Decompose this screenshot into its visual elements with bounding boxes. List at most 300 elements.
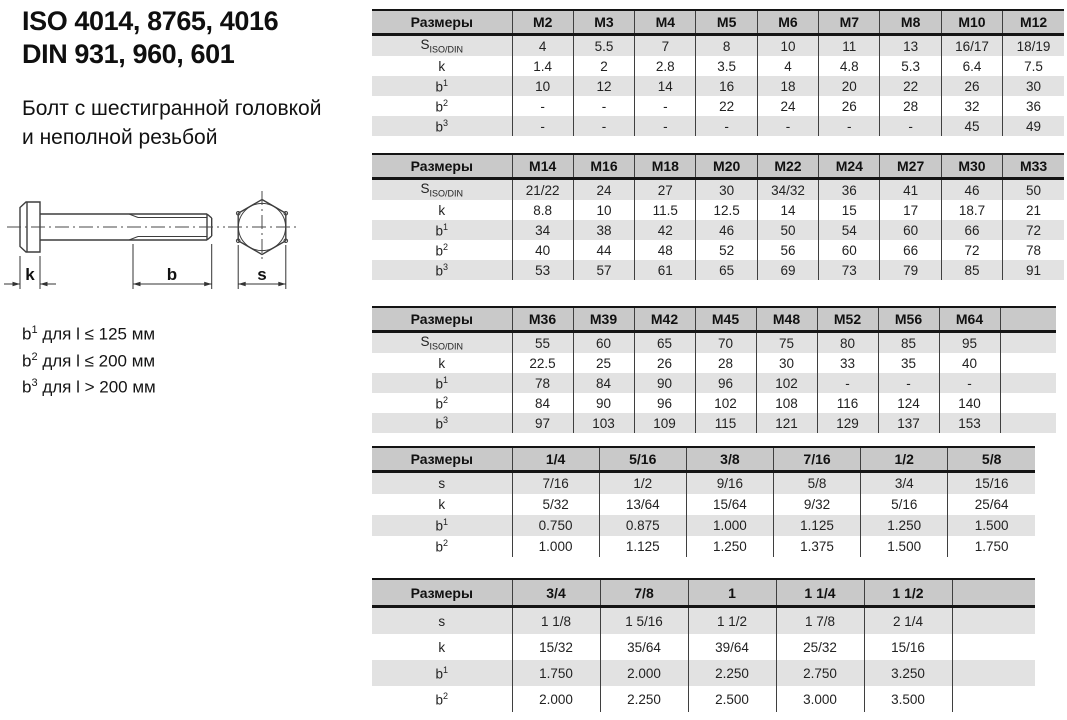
size-header: M45 — [695, 307, 756, 332]
size-header: M7 — [819, 10, 880, 35]
value-cell: 78 — [1003, 240, 1064, 260]
row-label: $S_{ISO/DIN}$ — [420, 334, 464, 352]
row-label: s — [438, 613, 446, 629]
sizes-column-header: Размеры — [372, 447, 512, 472]
value-cell: 5/16 — [861, 494, 948, 515]
value-cell: 116 — [817, 393, 878, 413]
size-header: M33 — [1003, 154, 1064, 179]
value-cell: - — [757, 116, 818, 136]
value-cell: 44 — [573, 240, 634, 260]
value-cell: 79 — [880, 260, 941, 280]
value-cell: - — [696, 116, 757, 136]
value-cell: 25/32 — [776, 634, 864, 660]
table-header-row — [372, 447, 1035, 472]
value-cell: 46 — [696, 220, 757, 240]
row-label: $b^2$ — [435, 394, 449, 412]
value-cell: 10 — [512, 76, 573, 96]
value-cell: 57 — [573, 260, 634, 280]
table-row — [372, 494, 1035, 515]
dimension-b — [133, 244, 212, 289]
value-cell: 3.250 — [864, 660, 952, 686]
value-cell: 35/64 — [600, 634, 688, 660]
value-cell: 4.8 — [819, 56, 880, 76]
value-cell: 3.500 — [864, 686, 952, 712]
value-cell: 90 — [634, 373, 695, 393]
value-cell: 2.250 — [688, 660, 776, 686]
value-cell: 26 — [941, 76, 1002, 96]
value-cell: 4 — [757, 56, 818, 76]
value-cell: 34 — [512, 220, 573, 240]
value-cell: 5/8 — [773, 472, 860, 495]
value-cell: 42 — [635, 220, 696, 240]
value-cell: 22 — [880, 76, 941, 96]
value-cell: 0.750 — [512, 515, 599, 536]
value-cell: 49 — [1003, 116, 1064, 136]
subtitle — [22, 94, 321, 152]
value-cell: 5/32 — [512, 494, 599, 515]
row-label: $b^1$ — [435, 517, 449, 534]
table-row — [372, 35, 1064, 57]
value-cell: 15 — [819, 200, 880, 220]
value-cell: 2.8 — [635, 56, 696, 76]
value-cell: 0.875 — [599, 515, 686, 536]
value-cell: 38 — [573, 220, 634, 240]
value-cell: - — [512, 96, 573, 116]
value-cell: 91 — [1003, 260, 1064, 280]
value-cell: 72 — [1003, 220, 1064, 240]
value-cell: 25/64 — [948, 494, 1035, 515]
value-cell: 84 — [512, 393, 573, 413]
subtitle-line-2: и неполной резьбой — [22, 126, 218, 149]
value-cell: 153 — [939, 413, 1000, 433]
value-cell: 30 — [696, 179, 757, 201]
size-header: 7/8 — [600, 579, 688, 607]
value-cell: 2.250 — [600, 686, 688, 712]
value-cell: 22.5 — [512, 353, 573, 373]
size-header: M10 — [941, 10, 1002, 35]
dimension-b-label: b — [166, 265, 178, 284]
value-cell: 24 — [573, 179, 634, 201]
value-cell: 109 — [634, 413, 695, 433]
title-iso: ISO 4014, 8765, 4016 — [22, 6, 279, 36]
table-row — [372, 332, 1056, 354]
value-cell: 18 — [757, 76, 818, 96]
size-header: M18 — [635, 154, 696, 179]
table-row — [372, 200, 1064, 220]
dimension-table-2 — [372, 153, 1064, 280]
value-cell: 39/64 — [688, 634, 776, 660]
value-cell: 1.375 — [773, 536, 860, 557]
table-header-row — [372, 10, 1064, 35]
value-cell: - — [878, 373, 939, 393]
value-cell: 124 — [878, 393, 939, 413]
row-label: $b^2$ — [435, 538, 449, 555]
dimension-k — [4, 256, 56, 289]
value-cell: 11.5 — [635, 200, 696, 220]
value-cell — [952, 686, 1035, 712]
row-label: k — [438, 202, 446, 218]
value-cell: 1.250 — [686, 536, 773, 557]
value-cell: 13/64 — [599, 494, 686, 515]
size-header: M12 — [1003, 10, 1064, 35]
value-cell: 25 — [573, 353, 634, 373]
value-cell — [1000, 332, 1056, 354]
value-cell: 140 — [939, 393, 1000, 413]
value-cell — [1000, 373, 1056, 393]
value-cell: 50 — [757, 220, 818, 240]
row-label: $b^3$ — [435, 117, 449, 135]
size-header: M16 — [573, 154, 634, 179]
value-cell: 66 — [880, 240, 941, 260]
value-cell: 2 1/4 — [864, 607, 952, 635]
value-cell — [952, 634, 1035, 660]
value-cell: 73 — [819, 260, 880, 280]
size-header: M42 — [634, 307, 695, 332]
value-cell — [1000, 393, 1056, 413]
value-cell: 21/22 — [512, 179, 573, 201]
size-header: 7/16 — [773, 447, 860, 472]
table-row — [372, 240, 1064, 260]
value-cell: - — [880, 116, 941, 136]
value-cell: 137 — [878, 413, 939, 433]
value-cell: 1.750 — [512, 660, 600, 686]
size-header — [952, 579, 1035, 607]
value-cell: 30 — [1003, 76, 1064, 96]
value-cell: 26 — [819, 96, 880, 116]
value-cell: 2.000 — [512, 686, 600, 712]
value-cell: 1.750 — [948, 536, 1035, 557]
value-cell: 1.500 — [861, 536, 948, 557]
size-header: 1 1/4 — [776, 579, 864, 607]
sizes-column-header: Размеры — [372, 10, 512, 35]
value-cell: 1 7/8 — [776, 607, 864, 635]
dimension-table-4 — [372, 446, 1035, 557]
value-cell: 18/19 — [1003, 35, 1064, 57]
footnote-2: $b^2$ для l ≤ 200 мм — [22, 350, 156, 371]
value-cell: 15/32 — [512, 634, 600, 660]
value-cell: 1 5/16 — [600, 607, 688, 635]
value-cell: 1.500 — [948, 515, 1035, 536]
value-cell: 10 — [757, 35, 818, 57]
value-cell: 129 — [817, 413, 878, 433]
row-label: $S_{ISO/DIN}$ — [420, 181, 464, 199]
value-cell: 41 — [880, 179, 941, 201]
value-cell: 36 — [819, 179, 880, 201]
row-label: $b^2$ — [435, 97, 449, 115]
value-cell: 1/2 — [599, 472, 686, 495]
size-header: M5 — [696, 10, 757, 35]
value-cell: 24 — [757, 96, 818, 116]
title-din: DIN 931, 960, 601 — [22, 39, 235, 69]
size-header: M3 — [573, 10, 634, 35]
table-row — [372, 116, 1064, 136]
table-row — [372, 472, 1035, 495]
value-cell: 54 — [819, 220, 880, 240]
size-header: M56 — [878, 307, 939, 332]
bolt-drawing — [0, 185, 360, 315]
table-row — [372, 634, 1035, 660]
value-cell: 108 — [756, 393, 817, 413]
size-header: 3/8 — [686, 447, 773, 472]
value-cell: 40 — [512, 240, 573, 260]
row-label: $b^2$ — [435, 690, 449, 708]
value-cell — [1000, 353, 1056, 373]
value-cell: 33 — [817, 353, 878, 373]
size-header: 5/8 — [948, 447, 1035, 472]
size-header: 1 1/2 — [864, 579, 952, 607]
value-cell: 121 — [756, 413, 817, 433]
value-cell: 70 — [695, 332, 756, 354]
table-row — [372, 76, 1064, 96]
value-cell: 60 — [819, 240, 880, 260]
value-cell: 96 — [695, 373, 756, 393]
value-cell: 1.000 — [512, 536, 599, 557]
value-cell: 95 — [939, 332, 1000, 354]
row-label: $b^2$ — [435, 241, 449, 259]
value-cell: 7 — [635, 35, 696, 57]
value-cell: 103 — [573, 413, 634, 433]
table-row — [372, 607, 1035, 635]
value-cell: 2.500 — [688, 686, 776, 712]
size-header: 1/4 — [512, 447, 599, 472]
value-cell: 32 — [941, 96, 1002, 116]
size-header: M2 — [512, 10, 573, 35]
value-cell: 1.125 — [773, 515, 860, 536]
value-cell: 53 — [512, 260, 573, 280]
value-cell: 15/16 — [864, 634, 952, 660]
value-cell: 30 — [756, 353, 817, 373]
value-cell: 85 — [878, 332, 939, 354]
value-cell: 8.8 — [512, 200, 573, 220]
value-cell: 97 — [512, 413, 573, 433]
value-cell: 28 — [880, 96, 941, 116]
table-row — [372, 56, 1064, 76]
row-label: k — [438, 58, 446, 74]
footnotes — [22, 319, 156, 399]
value-cell: 60 — [880, 220, 941, 240]
row-label: $b^1$ — [435, 221, 449, 239]
value-cell: 28 — [695, 353, 756, 373]
table-row — [372, 413, 1056, 433]
value-cell: 1.000 — [686, 515, 773, 536]
value-cell: - — [819, 116, 880, 136]
table-row — [372, 373, 1056, 393]
size-header — [1000, 307, 1056, 332]
value-cell: 7/16 — [512, 472, 599, 495]
table-header-row — [372, 307, 1056, 332]
sizes-column-header: Размеры — [372, 307, 512, 332]
row-label: k — [438, 639, 446, 655]
value-cell: 6.4 — [941, 56, 1002, 76]
value-cell: 1.125 — [599, 536, 686, 557]
value-cell: 3/4 — [861, 472, 948, 495]
sizes-column-header: Размеры — [372, 579, 512, 607]
dimension-s-label: s — [257, 265, 267, 284]
value-cell: - — [635, 116, 696, 136]
value-cell: - — [573, 116, 634, 136]
value-cell: 61 — [635, 260, 696, 280]
dimension-tables — [372, 0, 1067, 720]
value-cell: 12.5 — [696, 200, 757, 220]
value-cell: 65 — [696, 260, 757, 280]
size-header: M52 — [817, 307, 878, 332]
value-cell: 26 — [634, 353, 695, 373]
value-cell: 1.4 — [512, 56, 573, 76]
value-cell: 60 — [573, 332, 634, 354]
value-cell: 3.000 — [776, 686, 864, 712]
value-cell: 40 — [939, 353, 1000, 373]
value-cell: 45 — [941, 116, 1002, 136]
value-cell: 9/16 — [686, 472, 773, 495]
size-header: M48 — [756, 307, 817, 332]
value-cell: 36 — [1003, 96, 1064, 116]
value-cell: 8 — [696, 35, 757, 57]
value-cell: 21 — [1003, 200, 1064, 220]
value-cell: 22 — [696, 96, 757, 116]
value-cell: 7.5 — [1003, 56, 1064, 76]
table-row — [372, 686, 1035, 712]
value-cell: 75 — [756, 332, 817, 354]
value-cell: 78 — [512, 373, 573, 393]
value-cell: 5.3 — [880, 56, 941, 76]
size-header: M27 — [880, 154, 941, 179]
size-header: M8 — [880, 10, 941, 35]
row-label: $b^3$ — [435, 261, 449, 279]
size-header: M36 — [512, 307, 573, 332]
value-cell: 96 — [634, 393, 695, 413]
size-header: M24 — [819, 154, 880, 179]
value-cell: 3.5 — [696, 56, 757, 76]
value-cell: 1.250 — [861, 515, 948, 536]
value-cell: 69 — [757, 260, 818, 280]
value-cell: 16 — [696, 76, 757, 96]
table-row — [372, 220, 1064, 240]
size-header: 3/4 — [512, 579, 600, 607]
value-cell: 56 — [757, 240, 818, 260]
value-cell: 9/32 — [773, 494, 860, 515]
row-label: $b^1$ — [435, 374, 449, 392]
value-cell: 66 — [941, 220, 1002, 240]
value-cell: 27 — [635, 179, 696, 201]
value-cell: 4 — [512, 35, 573, 57]
value-cell: 90 — [573, 393, 634, 413]
value-cell: 55 — [512, 332, 573, 354]
value-cell: - — [817, 373, 878, 393]
value-cell: 15/64 — [686, 494, 773, 515]
title-block — [22, 5, 278, 71]
value-cell: 65 — [634, 332, 695, 354]
size-header: 1/2 — [861, 447, 948, 472]
table-header-row — [372, 579, 1035, 607]
row-label: k — [438, 497, 446, 512]
value-cell: 102 — [756, 373, 817, 393]
size-header: M20 — [696, 154, 757, 179]
row-label: k — [438, 355, 446, 371]
size-header: M4 — [635, 10, 696, 35]
value-cell: - — [573, 96, 634, 116]
value-cell: 2 — [573, 56, 634, 76]
value-cell: 16/17 — [941, 35, 1002, 57]
row-label: $S_{ISO/DIN}$ — [420, 37, 464, 55]
value-cell: 20 — [819, 76, 880, 96]
dimension-table-5 — [372, 578, 1035, 712]
table-row — [372, 353, 1056, 373]
value-cell: 46 — [941, 179, 1002, 201]
value-cell — [952, 660, 1035, 686]
size-header: 1 — [688, 579, 776, 607]
value-cell: 12 — [573, 76, 634, 96]
value-cell: 115 — [695, 413, 756, 433]
table-row — [372, 260, 1064, 280]
value-cell: 102 — [695, 393, 756, 413]
value-cell: 2.750 — [776, 660, 864, 686]
table-row — [372, 660, 1035, 686]
value-cell: - — [939, 373, 1000, 393]
row-label: $b^1$ — [435, 77, 449, 95]
value-cell: 11 — [819, 35, 880, 57]
value-cell: 72 — [941, 240, 1002, 260]
dimension-k-label: k — [25, 265, 35, 284]
bolt-side-view — [4, 202, 225, 289]
dimension-table-3 — [372, 306, 1056, 433]
dimension-table-1 — [372, 9, 1064, 136]
value-cell: 17 — [880, 200, 941, 220]
footnote-3: $b^3$ для l > 200 мм — [22, 377, 156, 397]
value-cell: 48 — [635, 240, 696, 260]
value-cell: - — [512, 116, 573, 136]
value-cell: 34/32 — [757, 179, 818, 201]
subtitle-line-1: Болт с шестигранной головкой — [22, 97, 322, 120]
value-cell: 35 — [878, 353, 939, 373]
table-row — [372, 96, 1064, 116]
value-cell: 52 — [696, 240, 757, 260]
footnote-1: $b^1$ для l ≤ 125 мм — [22, 324, 156, 344]
table-header-row — [372, 154, 1064, 179]
size-header: M14 — [512, 154, 573, 179]
value-cell: 80 — [817, 332, 878, 354]
table-row — [372, 179, 1064, 201]
size-header: M30 — [941, 154, 1002, 179]
size-header: M39 — [573, 307, 634, 332]
row-label: $b^3$ — [435, 414, 449, 432]
sizes-column-header: Размеры — [372, 154, 512, 179]
value-cell: - — [635, 96, 696, 116]
row-label: $b^1$ — [435, 664, 449, 682]
value-cell: 50 — [1003, 179, 1064, 201]
value-cell: 18.7 — [941, 200, 1002, 220]
size-header: 5/16 — [599, 447, 686, 472]
value-cell: 5.5 — [573, 35, 634, 57]
table-row — [372, 515, 1035, 536]
value-cell — [1000, 413, 1056, 433]
hex-end-view — [228, 191, 296, 289]
value-cell: 13 — [880, 35, 941, 57]
value-cell: 15/16 — [948, 472, 1035, 495]
size-header: M64 — [939, 307, 1000, 332]
table-row — [372, 393, 1056, 413]
table-row — [372, 536, 1035, 557]
value-cell — [952, 607, 1035, 635]
value-cell: 10 — [573, 200, 634, 220]
size-header: M6 — [757, 10, 818, 35]
value-cell: 14 — [757, 200, 818, 220]
value-cell: 1 1/8 — [512, 607, 600, 635]
value-cell: 14 — [635, 76, 696, 96]
value-cell: 1 1/2 — [688, 607, 776, 635]
row-label: s — [438, 476, 446, 491]
value-cell: 84 — [573, 373, 634, 393]
value-cell: 85 — [941, 260, 1002, 280]
